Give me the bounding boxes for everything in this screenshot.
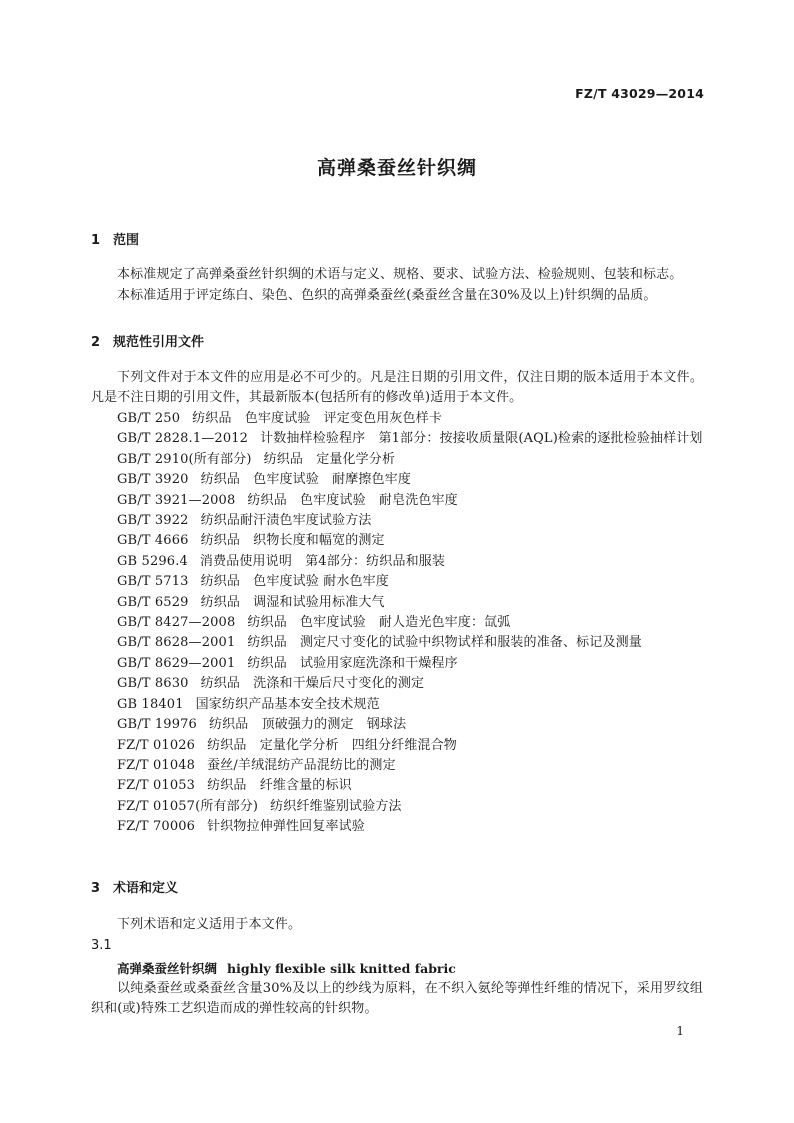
reference-code: GB/T 2910(所有部分) <box>117 451 252 467</box>
term-chinese: 高弹桑蚕丝针织绸 <box>117 961 218 976</box>
reference-title: 纺织品 色牢度试验 评定变色用灰色样卡 <box>192 411 442 426</box>
section-title: 规范性引用文件 <box>113 335 205 350</box>
terms-intro: 下列术语和定义适用于本文件。 <box>117 917 302 932</box>
reference-item <box>91 450 703 470</box>
reference-title: 纺织品耐汗渍色牢度试验方法 <box>200 513 372 529</box>
section-title: 术语和定义 <box>113 881 179 896</box>
reference-title: 纺织品 色牢度试验 耐水色牢度 <box>200 574 389 590</box>
reference-code: GB/T 8628—2001 <box>117 635 236 651</box>
reference-title: 纺织品 色牢度试验 耐摩擦色牢度 <box>200 472 411 488</box>
reference-list <box>91 409 703 838</box>
standard-code: FZ/T 43029—2014 <box>575 86 704 101</box>
reference-code: FZ/T 01053 <box>117 778 196 794</box>
scope-paragraph-1: 本标准规定了高弹桑蚕丝针织绸的术语与定义、规格、要求、试验方法、检验规则、包装和标志。 <box>117 267 683 282</box>
reference-item <box>91 776 703 796</box>
reference-code: GB/T 3921—2008 <box>117 492 236 508</box>
reference-title: 纺织品 定量化学分析 <box>263 451 396 467</box>
term-english: highly flexible silk knitted fabric <box>227 961 456 976</box>
reference-code: FZ/T 01057(所有部分) <box>117 798 259 814</box>
reference-code: GB/T 8629—2001 <box>117 655 236 671</box>
reference-code: FZ/T 70006 <box>117 819 196 835</box>
reference-title: 纺织品 试验用家庭洗涤和干燥程序 <box>247 655 458 671</box>
reference-title: 针织物拉伸弹性回复率试验 <box>207 819 365 835</box>
reference-title: 纺织品 调湿和试验用标准大气 <box>200 594 385 610</box>
reference-code: GB/T 19976 <box>117 717 197 733</box>
reference-item <box>91 654 703 674</box>
reference-title: 纺织品 顶破强力的测定 钢球法 <box>208 717 407 733</box>
section-number: 3 <box>91 881 101 896</box>
reference-title: 纺织品 纤维含量的标识 <box>207 778 352 794</box>
reference-item <box>91 817 703 837</box>
reference-item <box>91 531 703 551</box>
reference-code: GB 18401 <box>117 696 184 712</box>
reference-code: GB/T 3922 <box>117 513 189 529</box>
reference-item <box>91 572 703 592</box>
reference-title: 国家纺织产品基本安全技术规范 <box>195 696 380 712</box>
reference-item <box>91 511 703 531</box>
reference-item <box>91 409 703 429</box>
reference-code: GB/T 8427—2008 <box>117 615 236 631</box>
reference-code: GB/T 250 <box>117 411 181 426</box>
reference-code: GB/T 3920 <box>117 472 189 488</box>
section-number: 2 <box>91 335 101 350</box>
reference-code: GB/T 6529 <box>117 594 189 610</box>
reference-item <box>91 429 703 449</box>
section-title: 范围 <box>113 233 140 248</box>
reference-item <box>91 674 703 694</box>
term-definition: 以纯桑蚕丝或桑蚕丝含量30%及以上的纱线为原料，在不织入氨纶等弹性纤维的情况下，采用罗纹组织和(或)特殊工艺织造而成的弹性较高的针织物。 <box>91 981 703 1017</box>
reference-item <box>91 715 703 735</box>
reference-item <box>91 491 703 511</box>
reference-item <box>91 797 703 817</box>
reference-title: 消费品使用说明 第4部分：纺织品和服装 <box>199 553 446 569</box>
reference-code: GB/T 8630 <box>117 676 189 692</box>
reference-item <box>91 613 703 633</box>
reference-item <box>91 470 703 490</box>
reference-item <box>91 695 703 715</box>
reference-title: 纺织品 色牢度试验 耐皂洗色牢度 <box>247 492 458 508</box>
term-number: 3.1 <box>91 938 112 953</box>
reference-title: 纺织品 洗涤和干燥后尺寸变化的测定 <box>200 676 425 692</box>
reference-title: 蚕丝/羊绒混纺产品混纺比的测定 <box>207 757 396 773</box>
term-heading <box>117 959 456 977</box>
reference-code: GB/T 4666 <box>117 533 189 549</box>
reference-title: 纺织品 测定尺寸变化的试验中织物试样和服装的准备、标记及测量 <box>247 635 642 651</box>
reference-item <box>91 593 703 613</box>
reference-code: GB 5296.4 <box>117 553 188 569</box>
reference-code: GB/T 2828.1—2012 <box>117 431 249 447</box>
reference-item <box>91 552 703 572</box>
page-number: 1 <box>676 1024 684 1038</box>
section-heading-normative-refs <box>91 331 204 350</box>
reference-title: 纺织纤维鉴别试验方法 <box>270 798 402 814</box>
reference-code: FZ/T 01048 <box>117 757 196 773</box>
reference-title: 计数抽样检验程序 第1部分：按接收质量限(AQL)检索的逐批检验抽样计划 <box>260 431 703 447</box>
reference-title: 纺织品 定量化学分析 四组分纤维混合物 <box>207 737 457 753</box>
reference-title: 纺织品 色牢度试验 耐人造光色牢度：氙弧 <box>247 615 511 631</box>
section-heading-terms <box>91 877 178 896</box>
scope-paragraph-2: 本标准适用于评定练白、染色、色织的高弹桑蚕丝(桑蚕丝含量在30%及以上)针织绸的品质。 <box>117 288 657 303</box>
section-number: 1 <box>91 233 101 248</box>
normative-refs-intro: 下列文件对于本文件的应用是必不可少的。凡是注日期的引用文件，仅注日期的版本适用于本文件。凡是不注日期的引用文件，其最新版本(包括所有的修改单)适用于本文件。 <box>91 370 703 406</box>
document-title: 高弹桑蚕丝针织绸 <box>316 157 477 179</box>
reference-code: FZ/T 01026 <box>117 737 196 753</box>
reference-item <box>91 736 703 756</box>
reference-item <box>91 633 703 653</box>
section-heading-scope <box>91 229 139 248</box>
reference-code: GB/T 5713 <box>117 574 189 590</box>
reference-item <box>91 756 703 776</box>
reference-title: 纺织品 织物长度和幅宽的测定 <box>200 533 385 549</box>
